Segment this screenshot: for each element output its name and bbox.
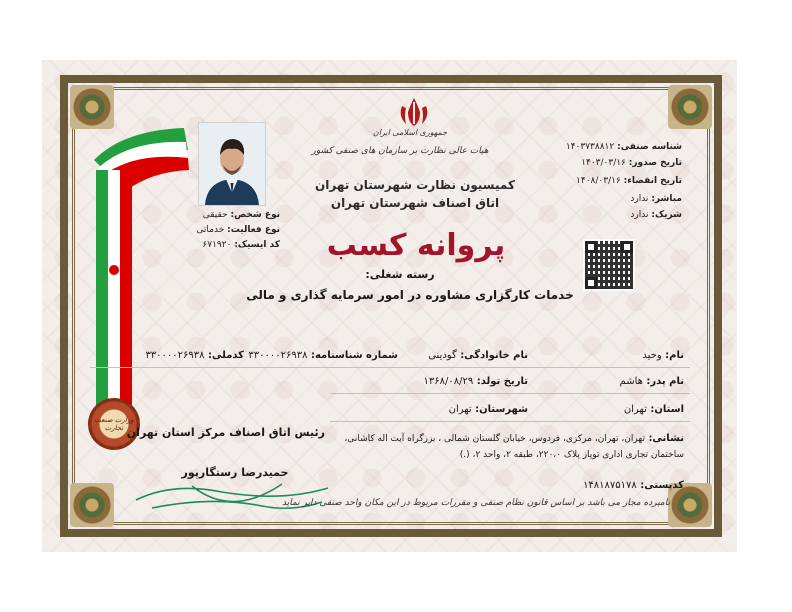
name-label: نام: — [665, 350, 684, 361]
expiry-date-value: ۱۴۰۸/۰۳/۱۶ — [576, 176, 621, 186]
manager-row — [630, 194, 682, 204]
national-code-row — [145, 350, 244, 361]
partner-value: ندارد — [630, 210, 649, 220]
family-value: گودینی — [428, 350, 457, 361]
activity-type-value: خدماتی — [196, 225, 225, 235]
partner-row — [630, 210, 682, 220]
city-label: شهرستان: — [475, 404, 528, 415]
activity-type-row — [196, 225, 280, 235]
manager-label: مباشر: — [651, 194, 682, 204]
person-type-label: نوع شخص: — [230, 210, 280, 220]
province-row — [624, 404, 684, 415]
board-heading: هیات عالی نظارت بر سازمان های صنفی کشور — [311, 146, 489, 156]
postal-row — [583, 480, 684, 491]
address-line1: تهران، تهران، مرکزی، فردوس، خیابان گلستان شمالی ، بزرگراه آیت اله کاشانی، — [344, 434, 645, 444]
occupation-value: خدمات کارگزاری مشاوره در امور سرمایه گذاری و مالی — [246, 288, 574, 302]
province-label: استان: — [650, 404, 684, 415]
father-value: هاشم — [619, 376, 643, 387]
issue-date-label: تاریخ صدور: — [628, 158, 682, 168]
row-separator — [90, 367, 690, 368]
address-label: نشانی: — [648, 433, 684, 444]
birth-label: تاریخ تولد: — [476, 376, 528, 387]
commission-heading: کمیسیون نظارت شهرستان تهران — [315, 178, 515, 192]
manager-value: ندارد — [630, 194, 649, 204]
family-row — [428, 350, 528, 361]
isic-label: کد ایسیک: — [234, 240, 280, 250]
document-title: پروانه کسب — [326, 228, 506, 263]
family-label: نام خانوادگی: — [460, 350, 528, 361]
partner-label: شریک: — [651, 210, 682, 220]
idnum-label: شماره شناسنامه: — [310, 350, 398, 361]
address-row — [344, 433, 684, 444]
signatory-role: رئیس اتاق اصناف مرکز استان تهران — [126, 426, 325, 439]
father-row — [620, 376, 684, 387]
isic-value: ۶۷۱۹۲۰ — [202, 240, 232, 250]
issue-date-row — [581, 158, 682, 168]
national-code-value: ۳۳۰۰۰۰۲۶۹۳۸ — [145, 350, 205, 361]
postal-value: ۱۴۸۱۸۷۵۱۷۸ — [583, 480, 637, 491]
birth-value: ۱۳۶۸/۰۸/۲۹ — [423, 376, 474, 387]
corner-ornament-top-right — [668, 85, 712, 129]
seal-text: وزارت صنعت تجارت — [94, 416, 134, 432]
isic-row — [196, 240, 280, 250]
flag-ribbon-icon — [84, 120, 194, 420]
birth-row — [424, 376, 528, 387]
idnum-value: ۳۳۰۰۰۰۲۶۹۳۸ — [248, 350, 308, 361]
idnum-row — [248, 350, 398, 361]
postal-label: کدپستی: — [640, 480, 684, 491]
expiry-date-row — [576, 176, 682, 186]
father-label: نام پدر: — [646, 376, 684, 387]
name-value: وحید — [642, 350, 662, 361]
license-id-label: شناسه صنفی: — [617, 142, 682, 152]
province-value: تهران — [623, 404, 647, 415]
expiry-date-label: تاریخ انقضاء: — [623, 176, 682, 186]
owner-photo — [198, 122, 266, 206]
person-type-value: حقیقی — [202, 210, 228, 220]
chamber-heading: اتاق اصناف شهرستان تهران — [330, 196, 500, 210]
qr-code-icon — [583, 239, 635, 291]
row-separator — [330, 421, 690, 422]
license-id-value: ۱۴۰۳۷۳۸۸۱۲ — [565, 142, 615, 152]
activity-type-label: نوع فعالیت: — [227, 225, 280, 235]
city-row — [449, 404, 528, 415]
republic-heading: جمهوری اسلامی ایران — [372, 128, 448, 137]
occupation-label: رسته شغلی: — [365, 268, 435, 281]
license-id-row — [566, 142, 682, 152]
person-type-row — [196, 210, 280, 220]
corner-ornament-bottom-left — [70, 483, 114, 527]
national-code-label: کدملی: — [208, 350, 244, 361]
row-separator — [330, 393, 690, 394]
address-line2: ساختمان تجاری اداری توپاز پلاک ۲۲۰،۰، طبقه ۲، واحد ۲، (.) — [459, 450, 684, 460]
city-value: تهران — [448, 404, 472, 415]
iran-emblem-icon — [396, 96, 432, 128]
name-row — [642, 350, 684, 361]
issue-date-value: ۱۴۰۳/۰۳/۱۶ — [581, 158, 626, 168]
footer-note: نامبرده مجاز می باشد بر اساس قانون نظام صنفی و مقررات مربوط در این مکان واحد صنفی دایر نماید — [281, 498, 670, 508]
signatory-name: حمیدرضا رستگارپور — [181, 466, 289, 479]
